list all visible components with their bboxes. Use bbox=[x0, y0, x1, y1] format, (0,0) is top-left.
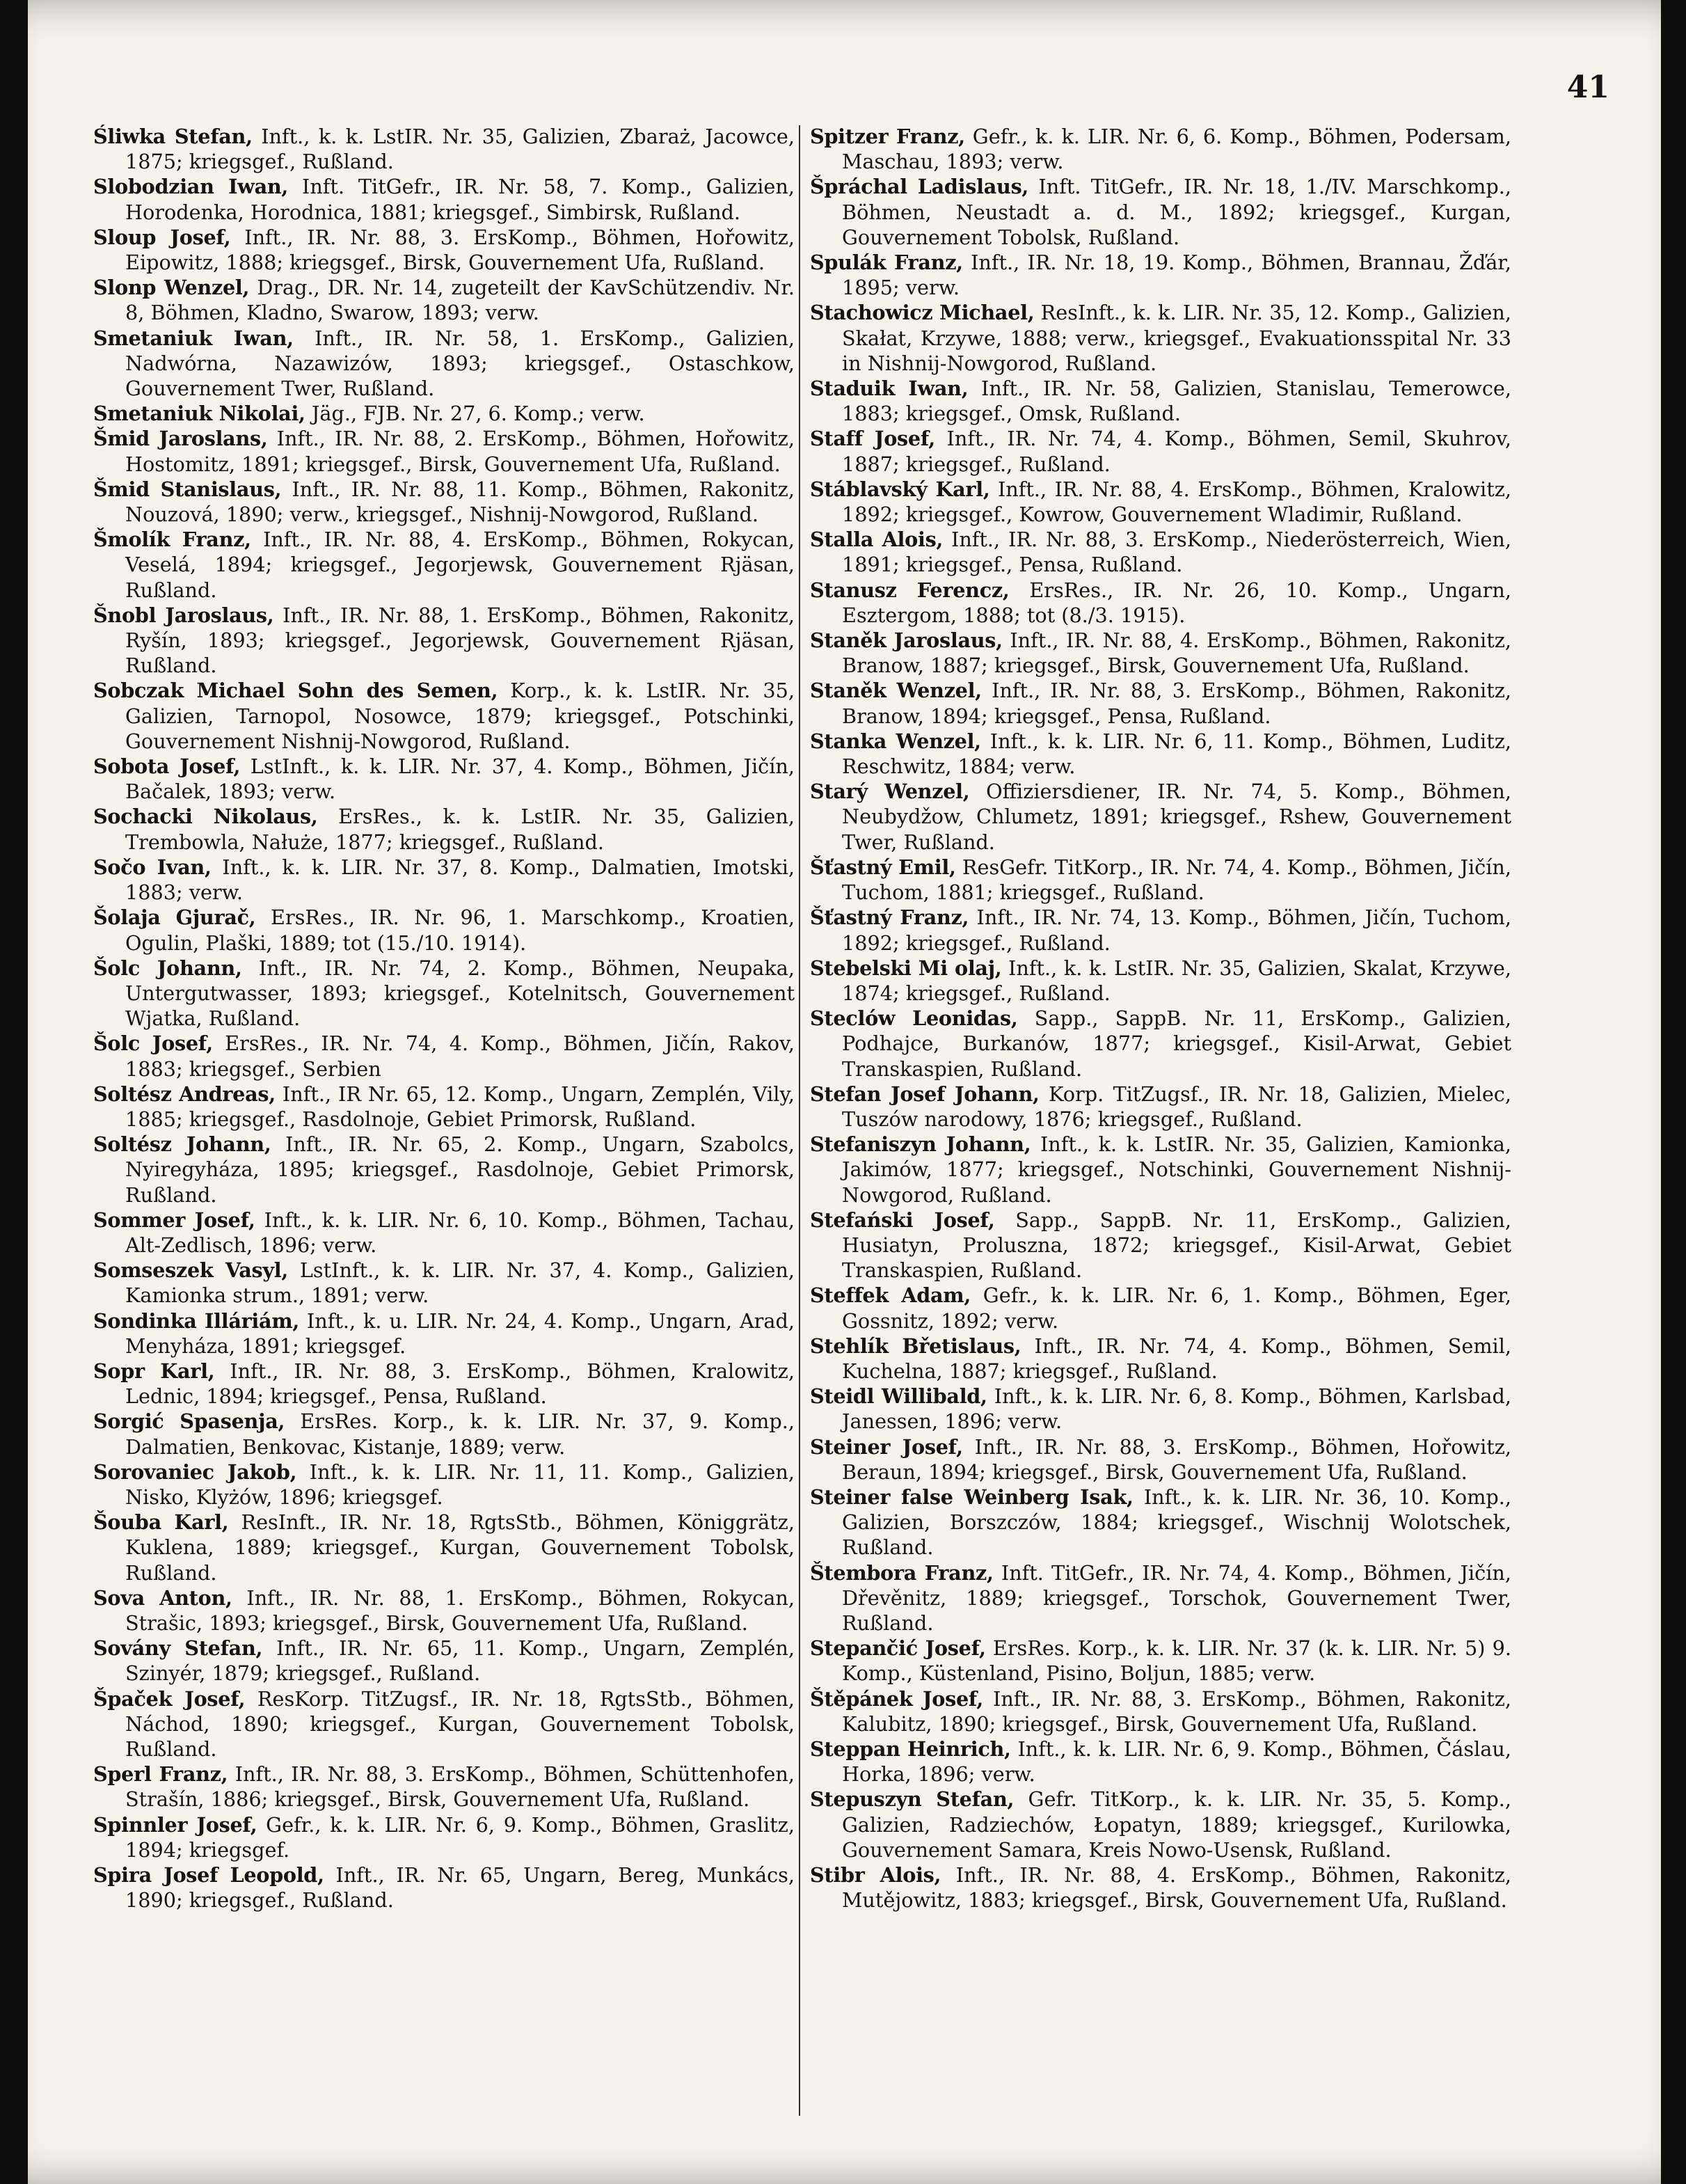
list-entry bbox=[810, 1082, 1511, 1132]
entry-details: LstInft., k. k. LIR. Nr. 37, 4. Komp., Böhmen, Jičín, Bačalek, 1893; verw. bbox=[125, 754, 795, 804]
entry-name: Sova Anton, bbox=[93, 1585, 232, 1610]
entry-details: ErsRes., IR. Nr. 96, 1. Marschkomp., Kroatien, Ogulin, Plaški, 1889; tot (15./10. 1914). bbox=[125, 905, 795, 955]
entry-details: Inft., k. k. LstIR. Nr. 35, Galizien, Skalat, Krzywe, 1874; kriegsgef., Rußland. bbox=[842, 956, 1511, 1005]
entry-details: Gefr. TitKorp., k. k. LIR. Nr. 35, 5. Komp., Galizien, Radziechów, Łopatyn, 1889; kriegsgef., Kurilowka, Gouvernement Samara, Kreis Nowo-Usensk, Rußland. bbox=[842, 1787, 1511, 1862]
entry-details: Sapp., SappB. Nr. 11, ErsKomp., Galizien, Husiatyn, Proluszna, 1872; kriegsgef., Kisil-Arwat, Gebiet Transkaspien, Rußland. bbox=[842, 1208, 1511, 1283]
entry-details: Inft., IR. Nr. 88, 3. ErsKomp., Böhmen, Rakonitz, Kalubitz, 1890; kriegsgef., Birsk, Gouvernement Ufa, Rußland. bbox=[842, 1686, 1511, 1736]
entry-details: ErsRes., IR. Nr. 74, 4. Komp., Böhmen, Jičín, Rakov, 1883; kriegsgef., Serbien bbox=[125, 1031, 795, 1081]
page-number: 41 bbox=[1566, 70, 1609, 105]
entry-name: Stehlík Břetislaus, bbox=[810, 1334, 1021, 1358]
entry-name: Štembora Franz, bbox=[810, 1560, 994, 1585]
entry-name: Šmid Jaroslans, bbox=[93, 427, 268, 451]
entry-name: Soltész Johann, bbox=[93, 1132, 271, 1157]
entry-name: Steffek Adam, bbox=[810, 1283, 971, 1308]
list-entry bbox=[93, 905, 795, 955]
list-entry bbox=[93, 1585, 795, 1636]
list-entry bbox=[93, 426, 795, 476]
entry-details: Inft., IR Nr. 65, 12. Komp., Ungarn, Zemplén, Vily, 1885; kriegsgef., Rasdolnoje, Gebiet Primorsk, Rußland. bbox=[125, 1082, 795, 1131]
entry-details: Inft. TitGefr., IR. Nr. 74, 4. Komp., Böhmen, Jičín, Dřevěnitz, 1889; kriegsgef., Torschok, Gouvernement Twer, Rußland. bbox=[842, 1560, 1511, 1635]
entry-details: ErsRes. Korp., k. k. LIR. Nr. 37 (k. k. LIR. Nr. 5) 9. Komp., Küstenland, Pisino, Boljun, 1885; verw. bbox=[842, 1636, 1511, 1686]
list-entry bbox=[810, 527, 1511, 577]
list-entry bbox=[810, 250, 1511, 300]
list-entry bbox=[810, 678, 1511, 728]
list-entry bbox=[93, 1031, 795, 1081]
entry-details: Inft., k. k. LIR. Nr. 6, 8. Komp., Böhmen, Karlsbad, Janessen, 1896; verw. bbox=[842, 1384, 1512, 1434]
entry-name: Steiner false Weinberg Isak, bbox=[810, 1485, 1134, 1509]
list-entry bbox=[93, 1510, 795, 1585]
entry-name: Spira Josef Leopold, bbox=[93, 1863, 324, 1888]
entry-details: Inft., IR. Nr. 74, 2. Komp., Böhmen, Neupaka, Untergutwasser, 1893; kriegsgef., Kotelnitsch, Gouvernement Wjatka, Rußland. bbox=[125, 956, 795, 1031]
list-entry bbox=[93, 603, 795, 679]
entry-details: ErsRes., IR. Nr. 26, 10. Komp., Ungarn, Esztergom, 1888; tot (8./3. 1915). bbox=[842, 578, 1511, 627]
entry-name: Sperl Franz, bbox=[93, 1762, 228, 1787]
list-entry bbox=[93, 1409, 795, 1459]
entry-details: Inft., IR. Nr. 88, 3. ErsKomp., Böhmen, Hořowitz, Beraun, 1894; kriegsgef., Birsk, Gouvernement Ufa, Rußland. bbox=[842, 1434, 1512, 1484]
entry-details: Inft., k. k. LIR. Nr. 37, 8. Komp., Dalmatien, Imotski, 1883; verw. bbox=[125, 855, 795, 905]
entry-details: Inft., IR. Nr. 58, Galizien, Stanislau, Temerowce, 1883; kriegsgef., Omsk, Rußland. bbox=[842, 377, 1511, 426]
entry-details: Jäg., FJB. Nr. 27, 6. Komp.; verw. bbox=[305, 402, 645, 426]
entry-name: Šmolík Franz, bbox=[93, 528, 251, 552]
entry-name: Sommer Josef, bbox=[93, 1208, 255, 1232]
entry-details: Inft., IR. Nr. 65, 11. Komp., Ungarn, Zemplén, Szinyér, 1879; kriegsgef., Rußland. bbox=[125, 1636, 795, 1686]
list-entry bbox=[810, 1686, 1511, 1736]
list-entry bbox=[93, 401, 795, 426]
entry-name: Stebelski Mi olaj, bbox=[810, 956, 1002, 980]
entry-name: Šolc Josef, bbox=[93, 1031, 213, 1056]
list-entry bbox=[810, 1862, 1511, 1913]
list-entry bbox=[93, 754, 795, 804]
list-entry bbox=[93, 1812, 795, 1862]
entry-name: Śliwka Stefan, bbox=[93, 125, 253, 148]
list-entry bbox=[93, 1686, 795, 1762]
list-entry bbox=[93, 326, 795, 402]
entry-name: Stalla Alois, bbox=[810, 528, 944, 552]
left-column bbox=[93, 124, 795, 1913]
entry-details: Inft., IR. Nr. 74, 4. Komp., Böhmen, Semil, Kuchelna, 1887; kriegsgef., Rußland. bbox=[842, 1334, 1511, 1383]
entry-name: Staff Josef, bbox=[810, 427, 935, 451]
list-entry bbox=[93, 1082, 795, 1132]
list-entry bbox=[93, 124, 795, 174]
entry-details: Inft., k. k. LIR. Nr. 6, 10. Komp., Böhmen, Tachau, Alt-Zedlisch, 1896; verw. bbox=[125, 1208, 795, 1257]
list-entry bbox=[810, 905, 1511, 955]
entry-details: Korp. TitZugsf., IR. Nr. 18, Galizien, Mielec, Tuszów narodowy, 1876; kriegsgef., Rußland. bbox=[842, 1082, 1511, 1131]
entry-details: Drag., DR. Nr. 14, zugeteilt der KavSchützendiv. Nr. 8, Böhmen, Kladno, Swarow, 1893; verw. bbox=[125, 276, 795, 325]
entry-details: Inft., k. k. LstIR. Nr. 35, Galizien, Kamionka, Jakimów, 1877; kriegsgef., Notschinki, Gouvernement Nishnij-Nowgorod, Rußland. bbox=[842, 1132, 1512, 1207]
entry-name: Steclów Leonidas, bbox=[810, 1006, 1018, 1031]
entry-name: Špaček Josef, bbox=[93, 1686, 246, 1711]
entry-details: Inft., k. u. LIR. Nr. 24, 4. Komp., Ungarn, Arad, Menyháza, 1891; kriegsgef. bbox=[125, 1308, 795, 1358]
entry-name: Sochacki Nikolaus, bbox=[93, 805, 318, 829]
list-entry bbox=[93, 956, 795, 1031]
entry-details: Sapp., SappB. Nr. 11, ErsKomp., Galizien, Podhajce, Burkanów, 1877; kriegsgef., Kisil-Arwat, Gebiet Transkaspien, Rußland. bbox=[842, 1006, 1511, 1081]
entry-name: Šťastný Franz, bbox=[810, 905, 969, 930]
list-entry bbox=[93, 275, 795, 325]
list-entry bbox=[810, 1208, 1511, 1283]
list-entry bbox=[810, 300, 1511, 376]
entry-details: Inft., IR. Nr. 88, 1. ErsKomp., Böhmen, Rakonitz, Ryšín, 1893; kriegsgef., Jegorjewsk, Gouvernement Rjäsan, Rußland. bbox=[125, 603, 795, 678]
list-entry bbox=[93, 804, 795, 854]
entry-name: Stanusz Ferencz, bbox=[810, 578, 1010, 602]
list-entry bbox=[93, 1636, 795, 1686]
entry-name: Starý Wenzel, bbox=[810, 780, 970, 804]
list-entry bbox=[93, 1132, 795, 1208]
entry-details: Inft., IR. Nr. 88, 3. ErsKomp., Böhmen, Schüttenhofen, Strašín, 1886; kriegsgef., Birsk, Gouvernement Ufa, Rußland. bbox=[125, 1762, 795, 1812]
list-entry bbox=[810, 376, 1511, 426]
entry-name: Sovány Stefan, bbox=[93, 1636, 263, 1661]
list-entry bbox=[93, 477, 795, 527]
entry-name: Šouba Karl, bbox=[93, 1510, 229, 1535]
entry-name: Smetaniuk Iwan, bbox=[93, 326, 294, 350]
entry-name: Sočo Ivan, bbox=[93, 855, 212, 879]
list-entry bbox=[810, 628, 1511, 678]
entry-name: Staduik Iwan, bbox=[810, 377, 969, 401]
entry-details: Inft., IR. Nr. 88, 3. ErsKomp., Böhmen, Hořowitz, Eipowitz, 1888; kriegsgef., Birsk, Gouvernement Ufa, Rußland. bbox=[125, 225, 795, 275]
list-entry bbox=[810, 1384, 1511, 1434]
list-entry bbox=[93, 855, 795, 905]
entry-name: Stepuszyn Stefan, bbox=[810, 1787, 1015, 1812]
entry-name: Stáblavský Karl, bbox=[810, 477, 990, 501]
list-entry bbox=[810, 1485, 1511, 1560]
entry-details: Inft., IR. Nr. 88, 1. ErsKomp., Böhmen, Rokycan, Strašic, 1893; kriegsgef., Birsk, Gouvernement Ufa, Rußland. bbox=[125, 1585, 795, 1635]
entry-name: Šnobl Jaroslaus, bbox=[93, 603, 274, 627]
entry-details: Inft., IR. Nr. 88, 4. ErsKomp., Böhmen, Rakonitz, Mutějowitz, 1883; kriegsgef., Birsk, Gouvernement Ufa, Rußland. bbox=[842, 1863, 1511, 1913]
entry-details: Inft., k. k. LIR. Nr. 36, 10. Komp., Galizien, Borszczów, 1884; kriegsgef., Wischnij Wolotschek, Rußland. bbox=[842, 1485, 1511, 1560]
list-entry bbox=[810, 779, 1511, 855]
list-entry bbox=[93, 1258, 795, 1308]
entry-details: Inft., IR. Nr. 88, 3. ErsKomp., Böhmen, Rakonitz, Branow, 1894; kriegsgef., Pensa, Rußland. bbox=[842, 679, 1511, 728]
list-entry bbox=[93, 678, 795, 754]
entry-details: ResInft., k. k. LIR. Nr. 35, 12. Komp., Galizien, Skałat, Krzywe, 1888; verw., kriegsgef., Evakuationsspital Nr. 33 in Nishnij-Nowgorod, Rußland. bbox=[842, 301, 1512, 375]
entry-name: Sobota Josef, bbox=[93, 754, 241, 779]
entry-details: Inft., IR. Nr. 58, 1. ErsKomp., Galizien, Nadwórna, Nazawizów, 1893; kriegsgef., Ostaschkow, Gouvernement Twer, Rußland. bbox=[125, 326, 795, 401]
entry-details: ErsRes. Korp., k. k. LIR. Nr. 37, 9. Komp., Dalmatien, Benkovac, Kistanje, 1889; verw. bbox=[125, 1409, 795, 1459]
list-entry bbox=[810, 174, 1511, 250]
list-entry bbox=[93, 1862, 795, 1913]
entry-details: Inft., IR. Nr. 88, 3. ErsKomp., Böhmen, Kralowitz, Lednic, 1894; kriegsgef., Pensa, Rußland. bbox=[125, 1359, 795, 1409]
entry-details: Inft., IR. Nr. 18, 19. Komp., Böhmen, Brannau, Žďár, 1895; verw. bbox=[842, 251, 1511, 300]
entry-name: Stefaniszyn Johann, bbox=[810, 1132, 1031, 1157]
entry-name: Soltész Andreas, bbox=[93, 1082, 276, 1106]
list-entry bbox=[810, 1283, 1511, 1333]
entry-name: Šolc Johann, bbox=[93, 956, 242, 980]
entry-details: Gefr., k. k. LIR. Nr. 6, 9. Komp., Böhmen, Graslitz, 1894; kriegsgef. bbox=[125, 1812, 795, 1862]
entry-details: Inft., IR. Nr. 88, 4. ErsKomp., Böhmen, Rokycan, Veselá, 1894; kriegsgef., Jegorjewsk, Gouvernement Rjäsan, Rußland. bbox=[125, 528, 795, 602]
entry-name: Steppan Heinrich, bbox=[810, 1737, 1011, 1761]
entry-details: Korp., k. k. LstIR. Nr. 35, Galizien, Tarnopol, Nosowce, 1879; kriegsgef., Potschinki, Gouvernement Nishnij-Nowgorod, Rußland. bbox=[125, 679, 795, 753]
entry-name: Špráchal Ladislaus, bbox=[810, 175, 1029, 199]
list-entry bbox=[93, 225, 795, 275]
list-entry bbox=[810, 578, 1511, 628]
entry-name: Sondinka Illáriám, bbox=[93, 1308, 300, 1333]
entry-name: Slonp Wenzel, bbox=[93, 276, 250, 300]
entry-details: Inft., IR. Nr. 88, 4. ErsKomp., Böhmen, Kralowitz, 1892; kriegsgef., Kowrow, Gouvernement Wladimir, Rußland. bbox=[842, 477, 1511, 527]
entry-details: Inft., k. k. LstIR. Nr. 35, Galizien, Zbaraż, Jacowce, 1875; kriegsgef., Rußland. bbox=[125, 125, 795, 174]
entry-details: Gefr., k. k. LIR. Nr. 6, 1. Komp., Böhmen, Eger, Gossnitz, 1892; verw. bbox=[842, 1283, 1511, 1333]
list-entry bbox=[93, 1459, 795, 1510]
entry-name: Sopr Karl, bbox=[93, 1359, 215, 1383]
list-entry bbox=[93, 527, 795, 603]
entry-name: Stefański Josef, bbox=[810, 1208, 995, 1232]
entry-details: ResKorp. TitZugsf., IR. Nr. 18, RgtsStb., Böhmen, Náchod, 1890; kriegsgef., Kurgan, Gouvernement Tobolsk, Rußland. bbox=[125, 1686, 795, 1761]
list-entry bbox=[93, 1208, 795, 1258]
entry-details: Offiziersdiener, IR. Nr. 74, 5. Komp., Böhmen, Neubydžow, Chlumetz, 1891; kriegsgef., Rshew, Gouvernement Twer, Rußland. bbox=[842, 780, 1511, 854]
list-entry bbox=[810, 1787, 1511, 1862]
entry-details: ResInft., IR. Nr. 18, RgtsStb., Böhmen, Königgrätz, Kuklena, 1889; kriegsgef., Kurgan, Gouvernement Tobolsk, Rußland. bbox=[125, 1510, 795, 1585]
entry-details: ErsRes., k. k. LstIR. Nr. 35, Galizien, Trembowla, Nałuże, 1877; kriegsgef., Rußland. bbox=[125, 805, 795, 854]
entry-details: Gefr., k. k. LIR. Nr. 6, 6. Komp., Böhmen, Podersam, Maschau, 1893; verw. bbox=[842, 125, 1511, 174]
entry-name: Šmid Stanislaus, bbox=[93, 477, 282, 501]
list-entry bbox=[810, 855, 1511, 905]
entry-name: Šťastný Emil, bbox=[810, 855, 956, 879]
entry-name: Sorovaniec Jakob, bbox=[93, 1459, 297, 1484]
entry-name: Sobczak Michael Sohn des Semen, bbox=[93, 679, 498, 703]
entry-details: Inft. TitGefr., IR. Nr. 58, 7. Komp., Galizien, Horodenka, Horodnica, 1881; kriegsgef., Simbirsk, Rußland. bbox=[125, 175, 795, 224]
entry-name: Spinnler Josef, bbox=[93, 1812, 257, 1837]
entry-name: Štěpánek Josef, bbox=[810, 1686, 984, 1711]
entry-details: Inft., IR. Nr. 88, 3. ErsKomp., Niederösterreich, Wien, 1891; kriegsgef., Pensa, Rußland. bbox=[842, 528, 1511, 577]
entry-name: Staněk Jaroslaus, bbox=[810, 628, 1003, 653]
entry-name: Sloup Josef, bbox=[93, 225, 231, 249]
entry-name: Stepančić Josef, bbox=[810, 1636, 986, 1661]
list-entry bbox=[810, 477, 1511, 527]
entry-name: Sorgić Spasenja, bbox=[93, 1409, 285, 1434]
list-entry bbox=[810, 1132, 1511, 1208]
list-entry bbox=[810, 124, 1511, 174]
entry-name: Stibr Alois, bbox=[810, 1863, 941, 1888]
column-divider bbox=[799, 125, 800, 2116]
list-entry bbox=[810, 1736, 1511, 1787]
list-entry bbox=[93, 1359, 795, 1409]
entry-name: Steiner Josef, bbox=[810, 1434, 963, 1459]
entry-details: ResGefr. TitKorp., IR. Nr. 74, 4. Komp., Böhmen, Jičín, Tuchom, 1881; kriegsgef., Rußland. bbox=[842, 855, 1511, 905]
entry-name: Spulák Franz, bbox=[810, 251, 963, 275]
list-entry bbox=[93, 174, 795, 224]
list-entry bbox=[810, 1434, 1511, 1485]
entry-name: Staněk Wenzel, bbox=[810, 679, 982, 703]
entry-details: Inft., IR. Nr. 88, 4. ErsKomp., Böhmen, Rakonitz, Branow, 1887; kriegsgef., Birsk, Gouvernement Ufa, Rußland. bbox=[842, 628, 1511, 678]
entry-name: Slobodzian Iwan, bbox=[93, 175, 289, 199]
scan-border-right bbox=[1661, 0, 1686, 2184]
entry-name: Smetaniuk Nikolai, bbox=[93, 402, 305, 426]
list-entry bbox=[810, 1334, 1511, 1384]
list-entry bbox=[810, 1006, 1511, 1082]
list-entry bbox=[810, 426, 1511, 476]
entry-name: Šolaja Gjurač, bbox=[93, 905, 256, 930]
entry-details: Inft., k. k. LIR. Nr. 6, 11. Komp., Böhmen, Luditz, Reschwitz, 1884; verw. bbox=[842, 729, 1511, 779]
entry-name: Stanka Wenzel, bbox=[810, 729, 981, 753]
entry-name: Steidl Willibald, bbox=[810, 1384, 987, 1409]
scan-border-left bbox=[0, 0, 28, 2184]
entry-details: Inft., IR. Nr. 88, 11. Komp., Böhmen, Rakonitz, Nouzová, 1890; verw., kriegsgef., Nishnij-Nowgorod, Rußland. bbox=[125, 477, 795, 527]
entry-name: Somseszek Vasyl, bbox=[93, 1258, 289, 1283]
entry-details: LstInft., k. k. LIR. Nr. 37, 4. Komp., Galizien, Kamionka strum., 1891; verw. bbox=[125, 1258, 795, 1308]
entry-details: Inft., IR. Nr. 65, 2. Komp., Ungarn, Szabolcs, Nyiregyháza, 1895; kriegsgef., Rasdolnoje, Gebiet Primorsk, Rußland. bbox=[125, 1132, 795, 1207]
entry-details: Inft., k. k. LIR. Nr. 6, 9. Komp., Böhmen, Čáslau, Horka, 1896; verw. bbox=[842, 1737, 1511, 1787]
entry-details: Inft. TitGefr., IR. Nr. 18, 1./IV. Marschkomp., Böhmen, Neustadt a. d. M., 1892; kriegsgef., Kurgan, Gouvernement Tobolsk, Rußland. bbox=[842, 175, 1511, 249]
list-entry bbox=[810, 1636, 1511, 1686]
entry-details: Inft., k. k. LIR. Nr. 11, 11. Komp., Galizien, Nisko, Klyżów, 1896; kriegsgef. bbox=[125, 1459, 795, 1509]
entry-details: Inft., IR. Nr. 74, 4. Komp., Böhmen, Semil, Skuhrov, 1887; kriegsgef., Rußland. bbox=[842, 427, 1512, 476]
entry-name: Stefan Josef Johann, bbox=[810, 1082, 1040, 1106]
entry-details: Inft., IR. Nr. 65, Ungarn, Bereg, Munkács, 1890; kriegsgef., Rußland. bbox=[125, 1863, 795, 1913]
entry-name: Spitzer Franz, bbox=[810, 125, 965, 148]
entry-details: Inft., IR. Nr. 88, 2. ErsKomp., Böhmen, Hořowitz, Hostomitz, 1891; kriegsgef., Birsk, Gouvernement Ufa, Rußland. bbox=[125, 427, 795, 476]
list-entry bbox=[810, 729, 1511, 779]
list-entry bbox=[810, 1560, 1511, 1636]
list-entry bbox=[93, 1308, 795, 1359]
entry-details: Inft., IR. Nr. 74, 13. Komp., Böhmen, Jičín, Tuchom, 1892; kriegsgef., Rußland. bbox=[842, 905, 1511, 955]
right-column bbox=[810, 124, 1511, 1913]
list-entry bbox=[810, 956, 1511, 1006]
entry-name: Stachowicz Michael, bbox=[810, 301, 1035, 325]
list-entry bbox=[93, 1762, 795, 1812]
